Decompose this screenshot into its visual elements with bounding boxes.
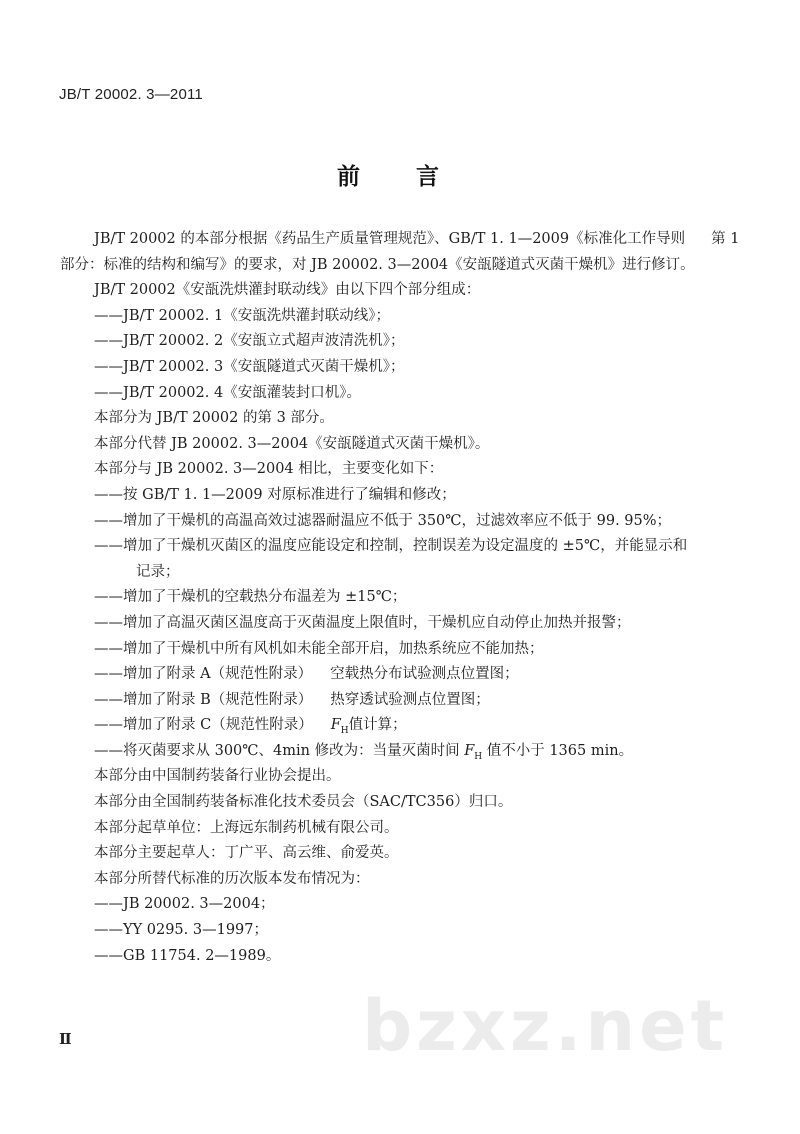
list-item-change-5: ——增加了高温灭菌区温度高于灭菌温度上限值时，干燥机应自动停止加热并报警； xyxy=(94,614,631,631)
text-line: ——增加了附录 C（规范性附录） xyxy=(94,717,313,734)
document-body xyxy=(60,228,740,970)
text-line: ——增加了附录 B（规范性附录） xyxy=(94,691,313,708)
list-item-history-3: ——GB 11754. 2—1989。 xyxy=(94,947,281,964)
list-item-change-6: ——增加了干燥机中所有风机如未能全部开启，加热系统应不能加热； xyxy=(94,640,544,657)
paragraph-history-intro: 本部分所替代标准的历次版本发布情况为： xyxy=(94,870,370,887)
variable-f: F xyxy=(464,742,475,759)
list-item-change-1: ——按 GB/T 1. 1—2009 对原标准进行了编辑和修改； xyxy=(94,486,456,503)
text-line: ——将灭菌要求从 300℃、4min 修改为：当量灭菌时间 xyxy=(94,742,465,759)
list-item-change-4: ——增加了干燥机的空载热分布温差为 ±15℃； xyxy=(94,589,407,606)
paragraph-drafters: 本部分主要起草人：丁广平、高云维、俞爱英。 xyxy=(94,845,399,862)
list-item-change-8 xyxy=(94,689,724,715)
text-line: JB/T 20002 的本部分根据《药品生产质量管理规范》、GB/T 1. 1—2009《标准化工作导则 xyxy=(94,231,686,247)
paragraph-drafting-unit: 本部分起草单位：上海远东制药机械有限公司。 xyxy=(94,819,399,836)
paragraph-changes-intro: 本部分与 JB 20002. 3—2004 相比，主要变化如下： xyxy=(94,461,444,478)
list-item-change-7 xyxy=(94,663,724,689)
subscript-h: H xyxy=(474,751,483,762)
paragraph-parts-intro: JB/T 20002《安瓿洗烘灌封联动线》由以下四个部分组成： xyxy=(94,282,481,299)
list-item-change-2: ——增加了干燥机的高温高效过滤器耐温应不低于 350℃，过滤效率应不低于 99. 95%； xyxy=(94,512,672,529)
list-item-change-3-cont: 记录； xyxy=(136,563,180,580)
paragraph-committee: 本部分由全国制药装备标准化技术委员会（SAC/TC356）归口。 xyxy=(94,794,513,811)
paragraph-proposer: 本部分由中国制药装备行业协会提出。 xyxy=(94,768,341,785)
paragraph-revision-basis-cont: 部分：标准的结构和编写》的要求，对 JB 20002. 3—2004《安瓿隧道式灭菌干燥机》进行修订。 xyxy=(60,256,695,273)
list-item-history-2: ——YY 0295. 3—1997； xyxy=(94,922,268,939)
list-item-part-4: ——JB/T 20002. 4《安瓿灌装封口机》。 xyxy=(94,384,361,401)
subscript-h: H xyxy=(340,726,349,737)
list-item-change-10 xyxy=(94,740,724,766)
page-number: Ⅱ xyxy=(59,1030,72,1048)
list-item-part-1: ——JB/T 20002. 1《安瓿洗烘灌封联动线》； xyxy=(94,307,390,324)
text-line: 空载热分布试验测点位置图； xyxy=(330,666,519,683)
text-line: 值不小于 1365 min。 xyxy=(482,742,634,759)
paragraph-part-number: 本部分为 JB/T 20002 的第 3 部分。 xyxy=(94,410,334,427)
page-title: 前 言 xyxy=(336,164,463,190)
list-item-change-9 xyxy=(94,714,724,740)
paragraph-replaces: 本部分代替 JB 20002. 3—2004《安瓿隧道式灭菌干燥机》。 xyxy=(94,435,490,452)
variable-f: F xyxy=(330,717,341,734)
text-line: 热穿透试验测点位置图； xyxy=(330,691,490,708)
text-line: 第 1 xyxy=(711,231,740,247)
list-item-change-3: ——增加了干燥机灭菌区的温度应能设定和控制，控制误差为设定温度的 ±5℃，并能显示和 xyxy=(94,538,688,555)
text-line: 值计算； xyxy=(348,717,407,734)
watermark-logo: bzxz.net xyxy=(362,985,729,1067)
list-item-history-1: ——JB 20002. 3—2004； xyxy=(94,896,275,913)
paragraph-revision-basis xyxy=(94,228,740,254)
list-item-part-3: ——JB/T 20002. 3《安瓿隧道式灭菌干燥机》； xyxy=(94,358,405,375)
list-item-part-2: ——JB/T 20002. 2《安瓿立式超声波清洗机》； xyxy=(94,333,405,350)
text-line: ——增加了附录 A（规范性附录） xyxy=(94,666,313,683)
standard-code: JB/T 20002. 3—2011 xyxy=(59,86,203,103)
